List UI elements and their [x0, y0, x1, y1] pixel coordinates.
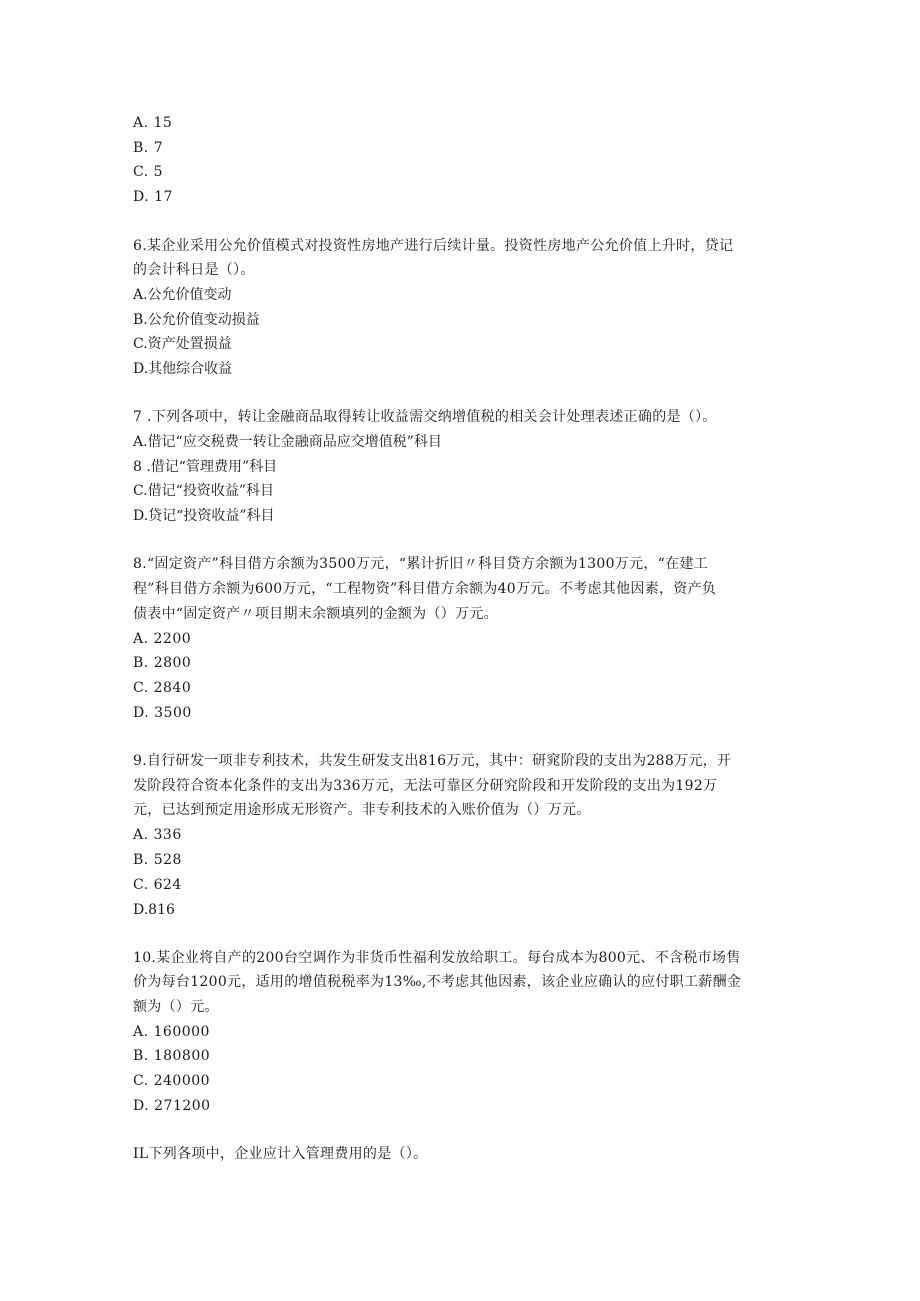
q9-option-c[interactable]: C. 624	[133, 877, 182, 893]
q8-stem-line-1: 8.“固定资产”科目借方余额为3500万元，“累计折旧〃科目贷方余额为1300万元，“在建工	[133, 556, 709, 572]
q9-option-a[interactable]: A. 336	[133, 827, 182, 843]
q7-option-a[interactable]: A.借记“应交税费一转让金融商品应交增值税”科目	[133, 434, 442, 450]
q8-option-d[interactable]: D. 3500	[133, 705, 192, 721]
q6-option-d[interactable]: D.其他综合收益	[133, 361, 233, 377]
q5-option-d[interactable]: D. 17	[133, 189, 173, 205]
q8-option-a[interactable]: A. 2200	[133, 631, 192, 647]
q5-option-c[interactable]: C. 5	[133, 164, 164, 180]
q6-stem-line-2: 的会计科日是（）。	[133, 262, 255, 278]
q10-option-d[interactable]: D. 271200	[133, 1098, 211, 1114]
q10-stem-line-3: 额为（）元。	[133, 999, 219, 1015]
q9-stem-line-1: 9.自行研发一项非专利技术，共发生研发支出816万元，其中：研窕阶段的支出为288万元，开	[133, 753, 732, 769]
q8-stem-line-2: 程”科目借方余额为600万元，“工程物资”科目借方余额为40万元。不考虑其他因素，资产负	[133, 581, 717, 597]
q6-option-b[interactable]: B.公允价值变动损益	[133, 312, 260, 328]
q7-option-b[interactable]: 8 .借记“管理费用”科目	[133, 459, 278, 475]
q9-stem-line-3: 元，已达到预定用途形成无形资产。非专利技术的入账价值为（）万元。	[133, 802, 591, 818]
q7-option-d[interactable]: D.贷记“投资收益”科目	[133, 508, 275, 524]
q11-stem-line-1: IL下列各项中，企业应计入管理费用的是（）。	[133, 1146, 428, 1162]
q9-option-d[interactable]: D.816	[133, 902, 175, 918]
q5-option-b[interactable]: B. 7	[133, 140, 164, 156]
q10-option-b[interactable]: B. 180800	[133, 1048, 211, 1064]
q10-stem-line-1: 10.某企业将自产的200台空调作为非货币性福利发放给职工。每台成本为800元、不含税市场售	[133, 950, 741, 966]
q8-option-b[interactable]: B. 2800	[133, 655, 192, 671]
q10-option-c[interactable]: C. 240000	[133, 1073, 211, 1089]
q10-stem-line-2: 价为每台1200元，适用的增值税税率为13‰,不考虑其他因素，该企业应确认的应付职工薪酬金	[133, 974, 742, 990]
q8-stem-line-3: 债表中“固定资产〃项目期末余额填列的金额为（）万元。	[133, 606, 498, 622]
q6-stem-line-1: 6.某企业采用公允价值模式对投资性房地产进行后续计量。投资性房地产公允价值上升时，贷记	[133, 238, 734, 254]
q6-option-c[interactable]: C.资产处置损益	[133, 336, 232, 352]
q6-option-a[interactable]: A.公允价值变动	[133, 287, 232, 303]
q8-option-c[interactable]: C. 2840	[133, 680, 192, 696]
q5-option-a[interactable]: A. 15	[133, 115, 173, 131]
q7-stem-line-1: 7 .下列各项中，转让金融商品取得转让收益需交纳增值税的相关会计处理表述正确的是（）。	[133, 409, 717, 425]
q10-option-a[interactable]: A. 160000	[133, 1024, 210, 1040]
q9-option-b[interactable]: B. 528	[133, 852, 182, 868]
q7-option-c[interactable]: C.借记“投资收益”科目	[133, 483, 274, 499]
q9-stem-line-2: 发阶段符合资本化条件的支出为336万元，无法可靠区分研究阶段和开发阶段的支出为192万	[133, 778, 718, 794]
